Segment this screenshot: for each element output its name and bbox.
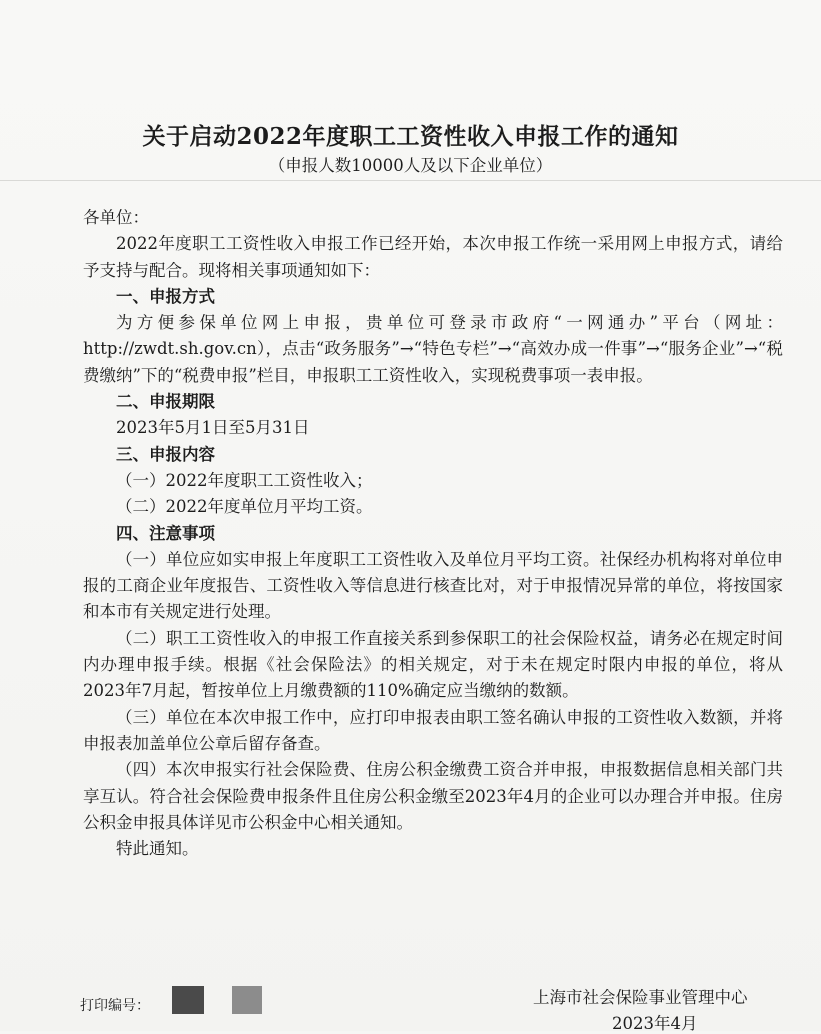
section-3-item-1: （一）2022年度职工工资性收入； bbox=[116, 470, 373, 490]
section-1-paragraph: 为方便参保单位网上申报，贵单位可登录市政府“一网通办”平台（网址：http://zwdt.sh.gov.cn），点击“政务服务”→“特色专栏”→“高效办成一件事”→“服务企业”→“税费缴纳”下的“税费申报”栏目，申报职工工资性收入，实现税费事项一表申报。 bbox=[83, 313, 783, 385]
redacted-block bbox=[172, 986, 204, 1014]
document-subtitle: （申报人数10000人及以下企业单位） bbox=[268, 156, 553, 175]
section-4-item-3: （三）单位在本次申报工作中，应打印申报表由职工签名确认申报的工资性收入数额，并将申报表加盖单位公章后留存备查。 bbox=[83, 707, 783, 753]
redacted-block bbox=[232, 986, 262, 1014]
section-3-heading: 三、申报内容 bbox=[116, 444, 215, 464]
issuer-name: 上海市社会保险事业管理中心 bbox=[533, 988, 748, 1007]
intro-paragraph: 2022年度职工工资性收入申报工作已经开始，本次申报工作统一采用网上申报方式，请给予支持与配合。现将相关事项通知如下： bbox=[83, 234, 783, 280]
section-4-item-1: （一）单位应如实申报上年度职工工资性收入及单位月平均工资。社保经办机构将对单位申报的工商企业年度报告、工资性收入等信息进行核查比对，对于申报情况异常的单位，将按国家和本市有关规定进行处理。 bbox=[83, 549, 783, 622]
issue-date: 2023年4月 bbox=[612, 1014, 698, 1033]
section-2-heading: 二、申报期限 bbox=[116, 392, 215, 412]
document-title: 关于启动2022年度职工工资性收入申报工作的通知 bbox=[142, 123, 679, 150]
section-4-item-4: （四）本次申报实行社会保险费、住房公积金缴费工资合并申报，申报数据信息相关部门共享互认。符合社会保险费申报条件且住房公积金缴至2023年4月的企业可以办理合并申报。住房公积金申报具体详见市公积金中心相关通知。 bbox=[83, 760, 783, 832]
section-4-heading: 四、注意事项 bbox=[116, 523, 215, 543]
closing-line: 特此通知。 bbox=[116, 839, 199, 859]
section-2-paragraph: 2023年5月1日至5月31日 bbox=[116, 418, 310, 438]
document-body bbox=[83, 205, 783, 862]
section-1-heading: 一、申报方式 bbox=[116, 286, 215, 306]
scan-fold-line bbox=[0, 180, 821, 181]
section-3-item-2: （二）2022年度单位月平均工资。 bbox=[116, 497, 373, 517]
salutation: 各单位： bbox=[83, 208, 149, 227]
section-4-item-2: （二）职工工资性收入的申报工作直接关系到参保职工的社会保险权益，请务必在规定时间内办理申报手续。根据《社会保险法》的相关规定，对于未在规定时限内申报的单位，将从2023年7月起，暂按单位上月缴费额的110%确定应当缴纳的数额。 bbox=[83, 628, 783, 701]
print-number-label: 打印编号： bbox=[80, 998, 150, 1014]
